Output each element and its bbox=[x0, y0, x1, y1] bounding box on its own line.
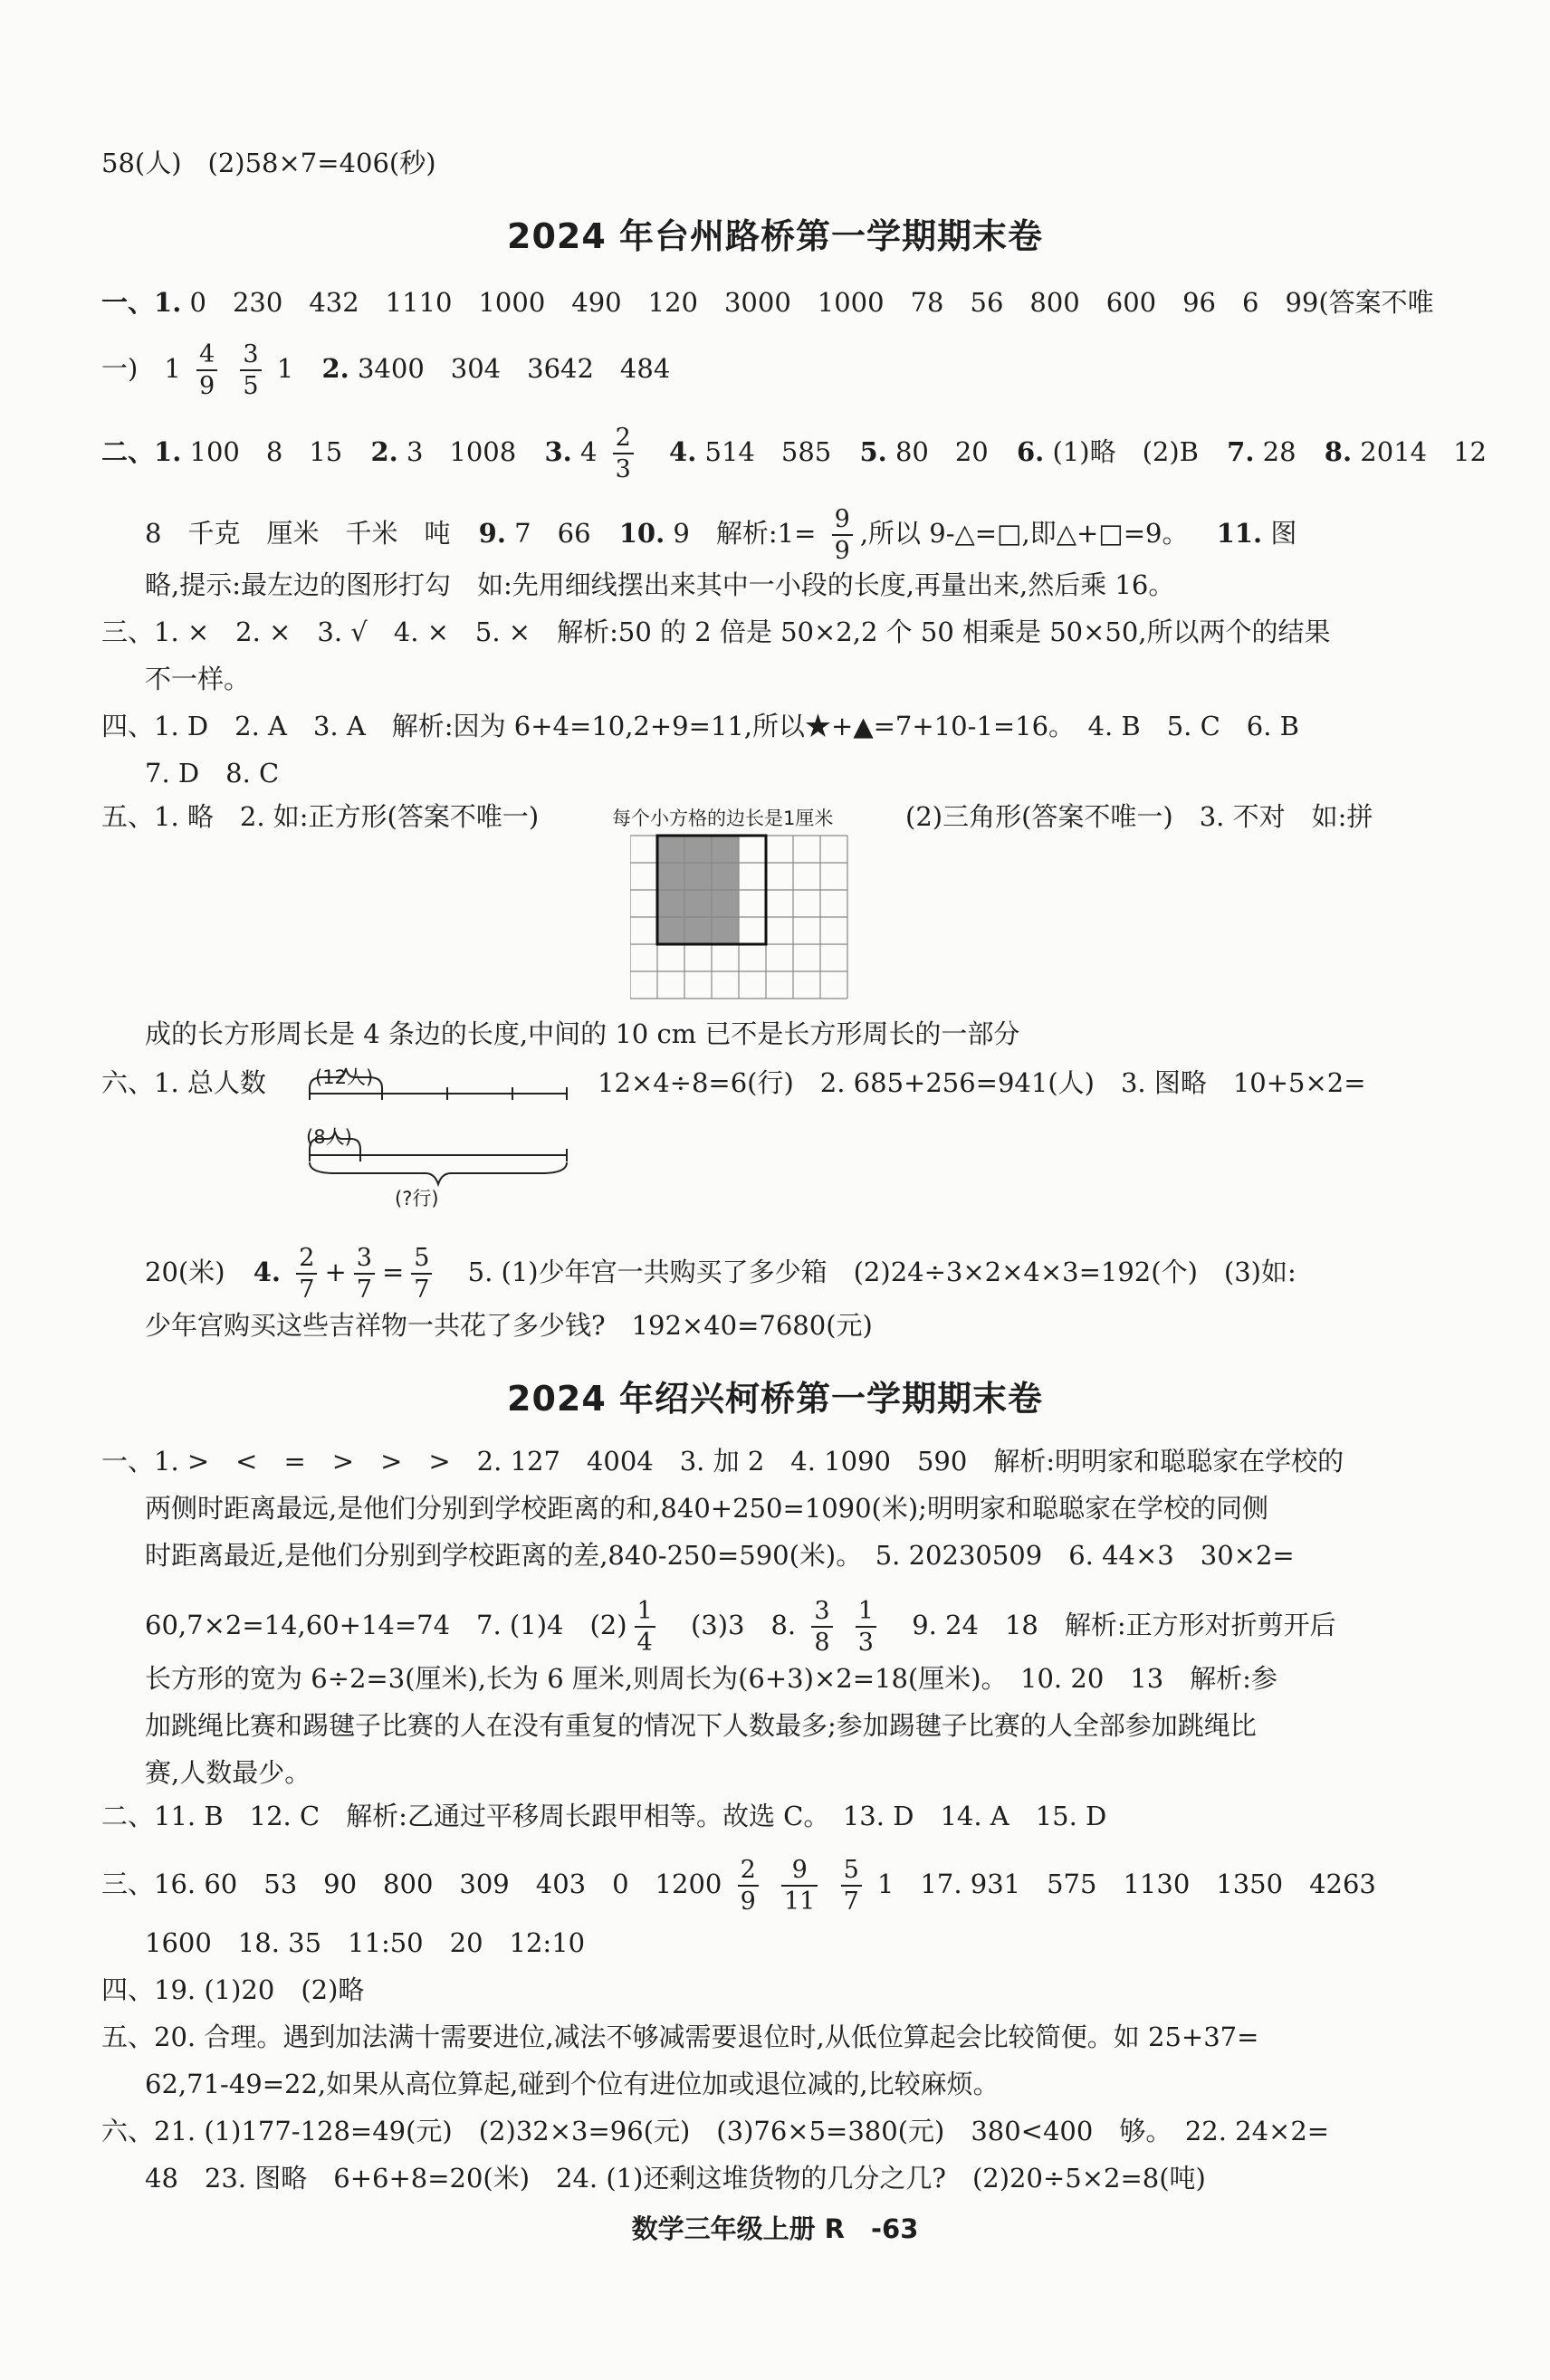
exam2-line2: 两侧时距离最远,是他们分别到学校距离的和,840+250=1090(米);明明家和聪聪家在学校的同侧 bbox=[145, 1493, 1268, 1524]
fraction: $\frac{3}{5}$ bbox=[240, 342, 261, 398]
fraction: $\frac{2}{9}$ bbox=[738, 1858, 759, 1914]
exam1-title: 2024 年台州路桥第一学期期末卷 bbox=[507, 216, 1043, 256]
page-footer: 数学三年级上册 R -63 bbox=[631, 2213, 919, 2244]
exam2-line9: 三、16. 60 53 90 800 309 403 0 1200 $\frac{2}{9}$ $\frac{9}{11}$ $\frac{5}{7}$ 1 17. 931 575 1130 1350 4263 bbox=[101, 1856, 1376, 1916]
exam1-s4-line1: 四、1. D 2. A 3. A 解析:因为 6+4=10,2+9=11,所以★+▲=7+10-1=16。 4. B 5. C 6. B bbox=[101, 711, 1299, 741]
square-grid-figure bbox=[630, 833, 851, 1001]
exam2-line12: 五、20. 合理。遇到加法满十需要进位,减法不够减需要退位时,从低位算起会比较简便。如 25+37= bbox=[101, 2022, 1259, 2052]
exam2-line13: 62,71-49=22,如果从高位算起,碰到个位有进位加或退位减的,比较麻烦。 bbox=[145, 2069, 1000, 2099]
exam2-line10: 1600 18. 35 11:50 20 12:10 bbox=[145, 1927, 586, 1958]
exam2-line11: 四、19. (1)20 (2)略 bbox=[101, 1974, 365, 2005]
fraction: $\frac{3}{8}$ bbox=[811, 1599, 832, 1655]
answer-page: 58(人) (2)58×7=406(秒) 2024 年台州路桥第一学期期末卷 一、1. 0 230 432 1110 1000 490 120 3000 1000 78 56 800 600 96 6 99(答案不唯 一) 1 $\frac{4}{9}$ $\frac{3}{5}$ 1 2. 3400 304 3642 484 二、1. 100 8 15 2. 3 1008 3. 4 $\frac{2}{3}$ 4. 514 585 5. 80 20 6. (1)略 (2)B 7. 28 8. 2014 12 8 千克 厘米 千米 吨 9. 7 66 10. 9 解析:1= $\frac{9}{9}$ ,所以 9-△=□,即△+□=9。 11. 图 略,提示:最左边的图形打勾 如:先用细线摆出来其中一小段的长度,再量出来,然后乘 16。 三、1. × 2. × 3. √ 4. × 5. × 解析:50 的 2 倍是 50×2,2 个 50 相乘是 50×50,所以两个的结果 不一样。 四、1. D 2. A 3. A 解析:因为 6+4=10,2+9=11,所以★+▲=7+10-1=16。 4. B 5. C 6. B 7. D 8. C 五、1. 略 2. 如:正方形(答案不唯一) (2)三角形(答案不唯一) 3. 不对 如:拼 每个小方格的边长是1厘米 成的长方形周长是 4 条边的长度,中间的 10 cm 已不是长方形周长的一部分 六、1. 总人数 12×4÷8=6(行) 2. 685+256=941(人) 3. 图略 10+5×2= (12人) (8人) (?行) 20(米) 4. $\frac{2}{7}$ + $\frac{3}{7}$ = $\frac{5}{7}$ 5. (1)少年宫一共购买了多少箱 (2)24÷3×2×4×3=192(个) (3)如: 少年宫购买这些吉祥物一共花了多少钱? 192×40=7680(元) 2024 年绍兴柯桥第一学期期末卷 一、1. > < = > > > 2. 127 4004 3. 加 2 4. 1090 590 解析:明明家和聪聪家在学校的 两侧时距离最远,是他们分别到学校距离的和,840+250=1090(米);明明家和聪聪家在学校的同侧 时距离最近,是他们分别到学校距离的差,840-250=590(米)。 5. 20230509 6. 44×3 30×2= 60,7×2=14,60+14=74 7. (1)4 (2) $\frac{1}{4}$ (3)3 8. $\frac{3}{8}$ $\frac{1}{3}$ 9. 24 18 解析:正方形对折剪开后 长方形的宽为 6÷2=3(厘米),长为 6 厘米,则周长为(6+3)×2=18(厘米)。 10. 20 13 解析:参 加跳绳比赛和踢毽子比赛的人在没有重复的情况下人数最多;参加踢毽子比赛的人全部参加跳绳比 赛,人数最少。 二、11. B 12. C 解析:乙通过平移周长跟甲相等。故选 C。 13. D 14. A 15. D 三、16. 60 53 90 800 309 403 0 1200 $\frac{2}{9}$ $\frac{9}{11}$ $\frac{5}{7}$ 1 17. 931 575 1130 1350 4263 1600 18. 35 11:50 20 12:10 四、19. (1)20 (2)略 五、20. 合理。遇到加法满十需要进位,减法不够减需要退位时,从低位算起会比较简便。如 25+37= 62,71-49=22,如果从高位算起,碰到个位有进位加或退位减的,比较麻烦。 六、21. (1)177-128=49(元) (2)32×3=96(元) (3)76×5=380(元) 380<400 够。 22. 24×2= 48 23. 图略 6+6+8=20(米) 24. (1)还剩这堆货物的几分之几? (2)20÷5×2=8(吨) 数学三年级上册 R -63 bbox=[0, 0, 1550, 2380]
fraction: $\frac{3}{7}$ bbox=[354, 1246, 375, 1302]
exam1-s3-line1: 三、1. × 2. × 3. √ 4. × 5. × 解析:50 的 2 倍是 50×2,2 个 50 相乘是 50×50,所以两个的结果 bbox=[101, 617, 1331, 647]
exam1-s5-line2: 成的长方形周长是 4 条边的长度,中间的 10 cm 已不是长方形周长的一部分 bbox=[145, 1018, 1020, 1049]
diagram-label-rows: ?行 bbox=[402, 1188, 432, 1209]
exam1-s5-line1a: 五、1. 略 2. 如:正方形(答案不唯一) bbox=[101, 801, 540, 832]
diagram-label-8: 8人 bbox=[313, 1126, 345, 1148]
grid-caption: 每个小方格的边长是1厘米 bbox=[612, 808, 834, 829]
previous-answer-line: 58(人) (2)58×7=406(秒) bbox=[101, 148, 436, 178]
exam1-s3-line2: 不一样。 bbox=[145, 664, 251, 694]
fraction: $\frac{2}{7}$ bbox=[296, 1246, 317, 1302]
exam2-line14: 六、21. (1)177-128=49(元) (2)32×3=96(元) (3)76×5=380(元) 380<400 够。 22. 24×2= bbox=[101, 2116, 1330, 2146]
fraction: $\frac{9}{11}$ bbox=[781, 1858, 818, 1914]
exam2-line8: 二、11. B 12. C 解析:乙通过平移周长跟甲相等。故选 C。 13. D 14. A 15. D bbox=[101, 1801, 1107, 1831]
fraction: $\frac{2}{3}$ bbox=[613, 425, 634, 482]
exam2-line5: 长方形的宽为 6÷2=3(厘米),长为 6 厘米,则周长为(6+3)×2=18(厘米)。 10. 20 13 解析:参 bbox=[145, 1663, 1277, 1694]
brace-rows bbox=[310, 1162, 567, 1184]
exam1-s6-line2: 20(米) 4. $\frac{2}{7}$ + $\frac{3}{7}$ = $\frac{5}{7}$ 5. (1)少年宫一共购买了多少箱 (2)24÷3×2×4×3=192(个) (3)如: bbox=[145, 1244, 1296, 1304]
exam1-s2-line1: 二、1. 100 8 15 2. 3 1008 3. 4 $\frac{2}{3}$ 4. 514 585 5. 80 20 6. (1)略 (2)B 7. 28 8. 2014 12 bbox=[101, 424, 1488, 483]
fraction: $\frac{1}{4}$ bbox=[635, 1599, 655, 1655]
exam1-s6-line1b: 12×4÷8=6(行) 2. 685+256=941(人) 3. 图略 10+5×2= bbox=[598, 1067, 1366, 1098]
fraction: $\frac{4}{9}$ bbox=[196, 342, 217, 398]
exam2-title: 2024 年绍兴柯桥第一学期期末卷 bbox=[507, 1379, 1043, 1419]
exam2-line1: 一、1. > < = > > > 2. 127 4004 3. 加 2 4. 1090 590 解析:明明家和聪聪家在学校的 bbox=[101, 1446, 1344, 1477]
exam1-s6-line1a: 六、1. 总人数 bbox=[101, 1067, 266, 1098]
exam1-s5-line1b: (2)三角形(答案不唯一) 3. 不对 如:拼 bbox=[905, 801, 1373, 832]
exam2-line15: 48 23. 图略 6+6+8=20(米) 24. (1)还剩这堆货物的几分之几? (2)20÷5×2=8(吨) bbox=[145, 2163, 1206, 2194]
exam1-s1-line2: 一) 1 $\frac{4}{9}$ $\frac{3}{5}$ 1 2. 3400 304 3642 484 bbox=[101, 340, 671, 400]
exam1-s6-line3: 少年宫购买这些吉祥物一共花了多少钱? 192×40=7680(元) bbox=[145, 1310, 873, 1341]
fraction: $\frac{5}{7}$ bbox=[411, 1246, 432, 1302]
diagram-label-12: 12人 bbox=[322, 1066, 366, 1088]
fraction: $\frac{5}{7}$ bbox=[841, 1858, 862, 1914]
exam2-line3: 时距离最近,是他们分别到学校距离的差,840-250=590(米)。 5. 20230509 6. 44×3 30×2= bbox=[145, 1540, 1295, 1571]
exam1-s4-line2: 7. D 8. C bbox=[145, 758, 280, 789]
fraction: $\frac{9}{9}$ bbox=[832, 507, 853, 563]
exam2-line4: 60,7×2=14,60+14=74 7. (1)4 (2) $\frac{1}{4}$ (3)3 8. $\frac{3}{8}$ $\frac{1}{3}$ 9. 24 18 解析:正方形对折剪开后 bbox=[145, 1597, 1336, 1657]
exam1-s1-line1: 一、1. 0 230 432 1110 1000 490 120 3000 1000 78 56 800 600 96 6 99(答案不唯 bbox=[101, 287, 1434, 318]
exam1-s2-line3: 略,提示:最左边的图形打勾 如:先用细线摆出来其中一小段的长度,再量出来,然后乘 16。 bbox=[145, 569, 1175, 600]
exam1-s2-line2: 8 千克 厘米 千米 吨 9. 7 66 10. 9 解析:1= $\frac{9}{9}$ ,所以 9-△=□,即△+□=9。 11. 图 bbox=[145, 505, 1297, 565]
exam2-line6: 加跳绳比赛和踢毽子比赛的人在没有重复的情况下人数最多;参加踢毽子比赛的人全部参加跳绳比 bbox=[145, 1710, 1257, 1741]
exam2-line7: 赛,人数最少。 bbox=[145, 1757, 311, 1788]
fraction: $\frac{1}{3}$ bbox=[856, 1599, 876, 1655]
